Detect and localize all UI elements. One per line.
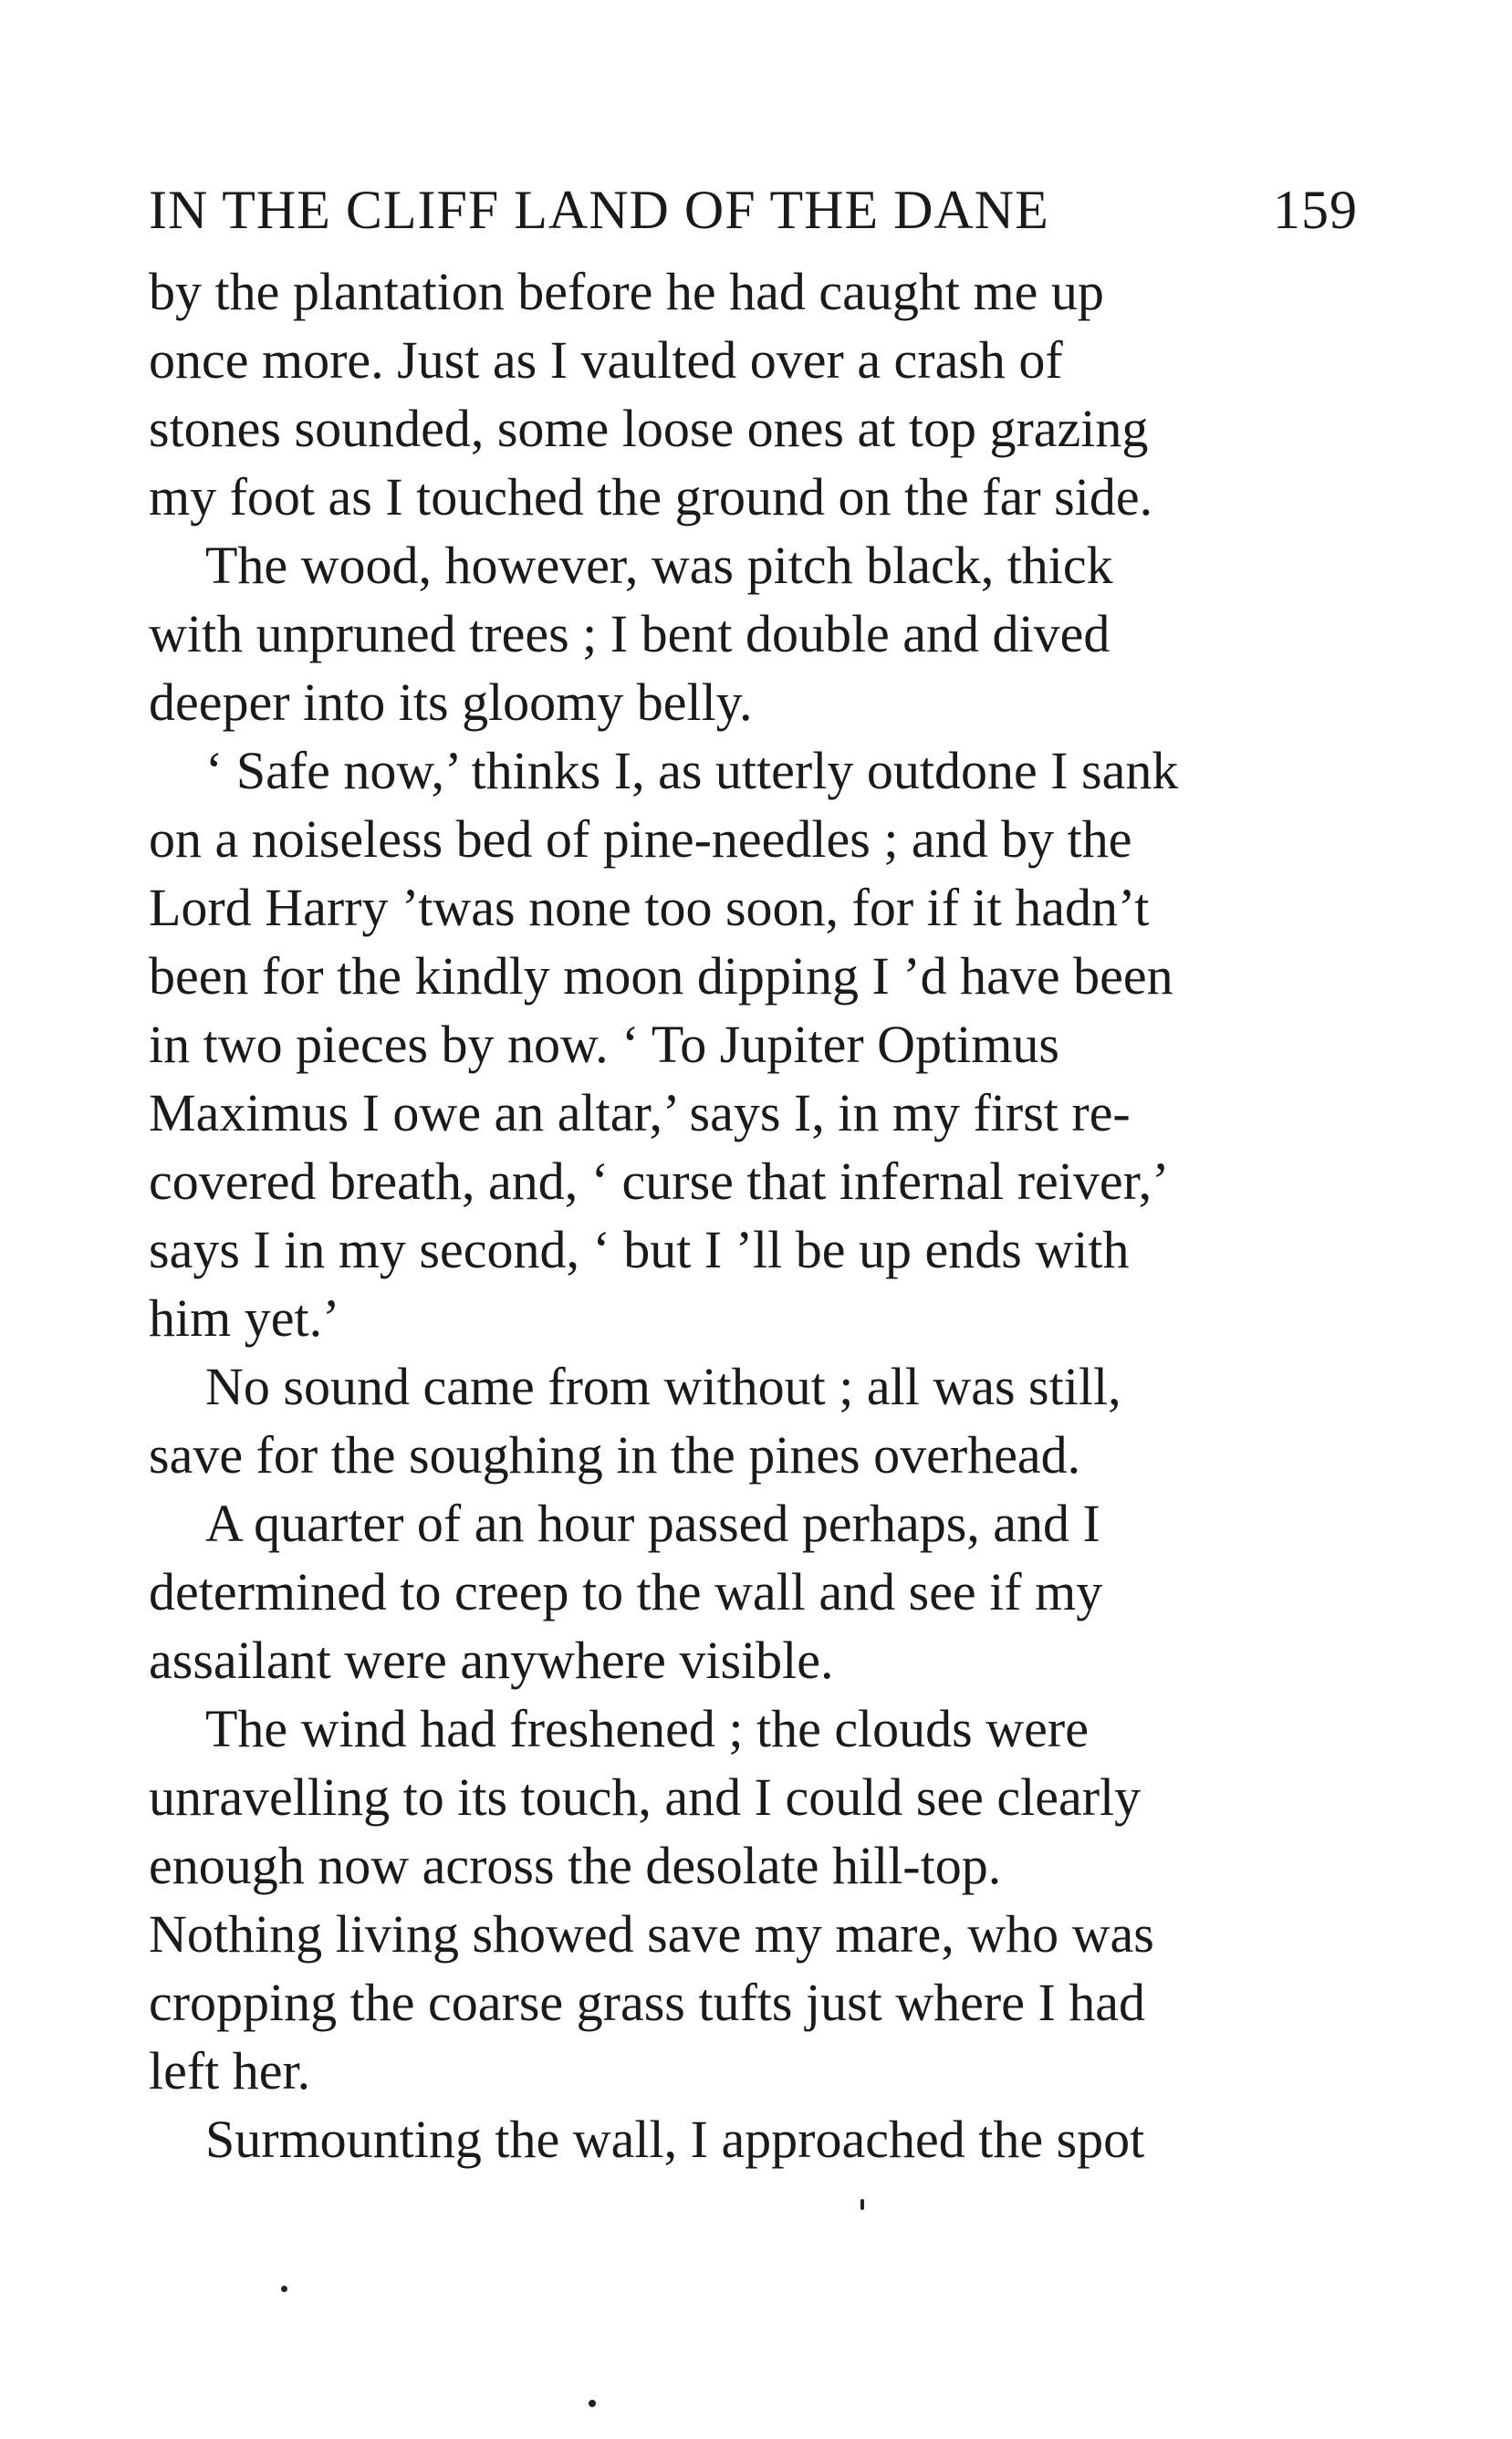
text-line: Nothing living showed save my mare, who was	[149, 1904, 1154, 1964]
text-line: stones sounded, some loose ones at top grazing	[149, 399, 1149, 458]
print-speck	[281, 2286, 287, 2292]
text-line: save for the soughing in the pines overhead.	[149, 1425, 1081, 1485]
text-line: him yet.’	[149, 1288, 340, 1348]
text-line: Lord Harry ’twas none too soon, for if it hadn’t	[149, 878, 1150, 937]
paragraph-first-line: Surmounting the wall, I approached the spot	[205, 2110, 1145, 2169]
text-line: been for the kindly moon dipping I ’d have been	[149, 946, 1173, 1006]
text-line: by the plantation before he had caught me up	[149, 262, 1104, 321]
chapter-title: IN THE CLIFF LAND OF THE DANE	[149, 180, 1049, 240]
text-line: unravelling to its touch, and I could see clearly	[149, 1767, 1142, 1827]
paragraph-first-line: No sound came from without ; all was still,	[205, 1357, 1121, 1416]
paragraph-first-line: A quarter of an hour passed perhaps, and I	[205, 1494, 1100, 1553]
text-line: assailant were anywhere visible.	[149, 1631, 834, 1690]
text-line: enough now across the desolate hill-top.	[149, 1836, 1002, 1895]
text-line: covered breath, and, ‘ curse that infernal reiver,’	[149, 1152, 1170, 1211]
text-line: left her.	[149, 2041, 311, 2100]
text-line: in two pieces by now. ‘ To Jupiter Optimus	[149, 1015, 1059, 1074]
text-line: once more. Just as I vaulted over a crash of	[149, 330, 1063, 390]
text-line: says I in my second, ‘ but I ’ll be up ends with	[149, 1220, 1130, 1279]
paragraph-first-line: The wind had freshened ; the clouds were	[205, 1699, 1089, 1758]
text-line: Maximus I owe an altar,’ says I, in my first re-	[149, 1083, 1131, 1142]
paragraph-first-line: ‘ Safe now,’ thinks I, as utterly outdone I sank	[205, 741, 1179, 800]
text-line: my foot as I touched the ground on the far side.	[149, 467, 1153, 526]
page-number: 159	[1273, 180, 1358, 240]
print-speck	[589, 2400, 596, 2407]
text-line: on a noiseless bed of pine-needles ; and by the	[149, 809, 1132, 869]
running-head	[149, 173, 1358, 246]
text-line: with unpruned trees ; I bent double and dived	[149, 604, 1111, 663]
paragraph-first-line: The wood, however, was pitch black, thick	[205, 536, 1113, 595]
text-line: cropping the coarse grass tufts just where I had	[149, 1973, 1146, 2032]
print-speck	[860, 2199, 864, 2210]
text-line: determined to creep to the wall and see if my	[149, 1562, 1103, 1621]
text-line: deeper into its gloomy belly.	[149, 672, 753, 732]
